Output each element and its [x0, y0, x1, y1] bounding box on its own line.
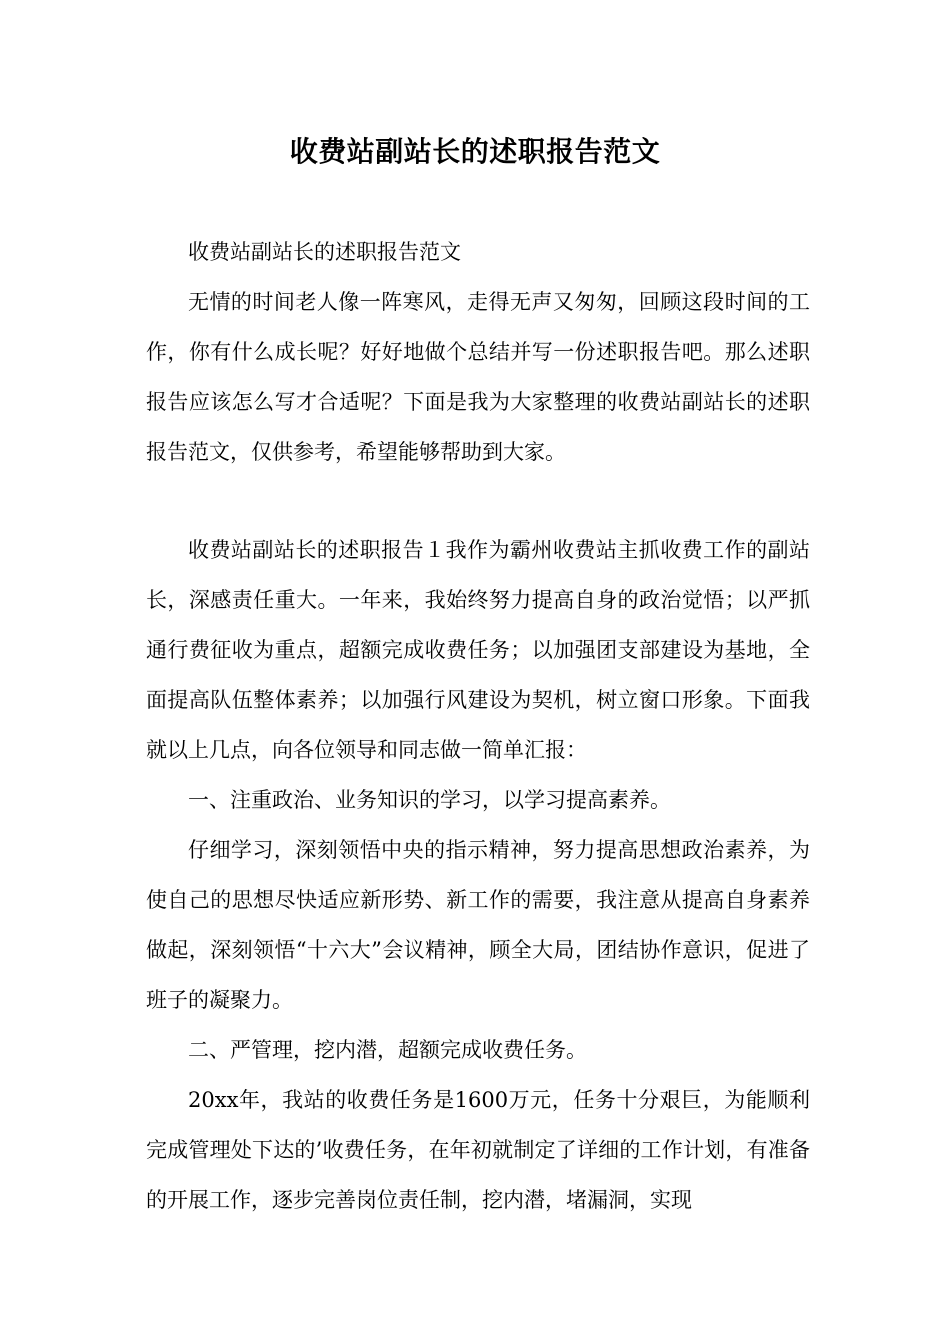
- report-section: [146, 525, 810, 1225]
- intro-section: [146, 227, 810, 477]
- paragraph: 仔细学习，深刻领悟中央的指示精神，努力提高思想政治素养，为使自己的思想尽快适应新形势、新工作的需要，我注意从提高自身素养做起，深刻领悟“十六大”会议精神，顾全大局，团结协作意识，促进了班子的凝聚力。: [146, 838, 810, 1012]
- paragraph: 20xx年，我站的收费任务是1600万元，任务十分艰巨，为能顺利完成管理处下达的’收费任务，在年初就制定了详细的工作计划，有准备的开展工作，逐步完善岗位责任制，挖内潜，堵漏洞，实现: [146, 1088, 810, 1212]
- paragraph: 收费站副站长的述职报告１我作为霸州收费站主抓收费工作的副站长，深感责任重大。一年来，我始终努力提高自身的政治觉悟；以严抓通行费征收为重点，超额完成收费任务；以加强团支部建设为基地，全面提高队伍整体素养；以加强行风建设为契机，树立窗口形象。下面我就以上几点，向各位领导和同志做一简单汇报：: [146, 538, 810, 762]
- section-heading: 一、注重政治、业务知识的学习，以学习提高素养。: [188, 788, 671, 812]
- paragraph: 收费站副站长的述职报告范文: [188, 240, 461, 264]
- section-heading: 二、严管理，挖内潜，超额完成收费任务。: [188, 1038, 587, 1062]
- document-title: 收费站副站长的述职报告范文: [289, 135, 661, 168]
- paragraph: 无情的时间老人像一阵寒风，走得无声又匆匆，回顾这段时间的工作，你有什么成长呢？好好地做个总结并写一份述职报告吧。那么述职报告应该怎么写才合适呢？下面是我为大家整理的收费站副站长的述职报告范文，仅供参考，希望能够帮助到大家。: [146, 290, 810, 464]
